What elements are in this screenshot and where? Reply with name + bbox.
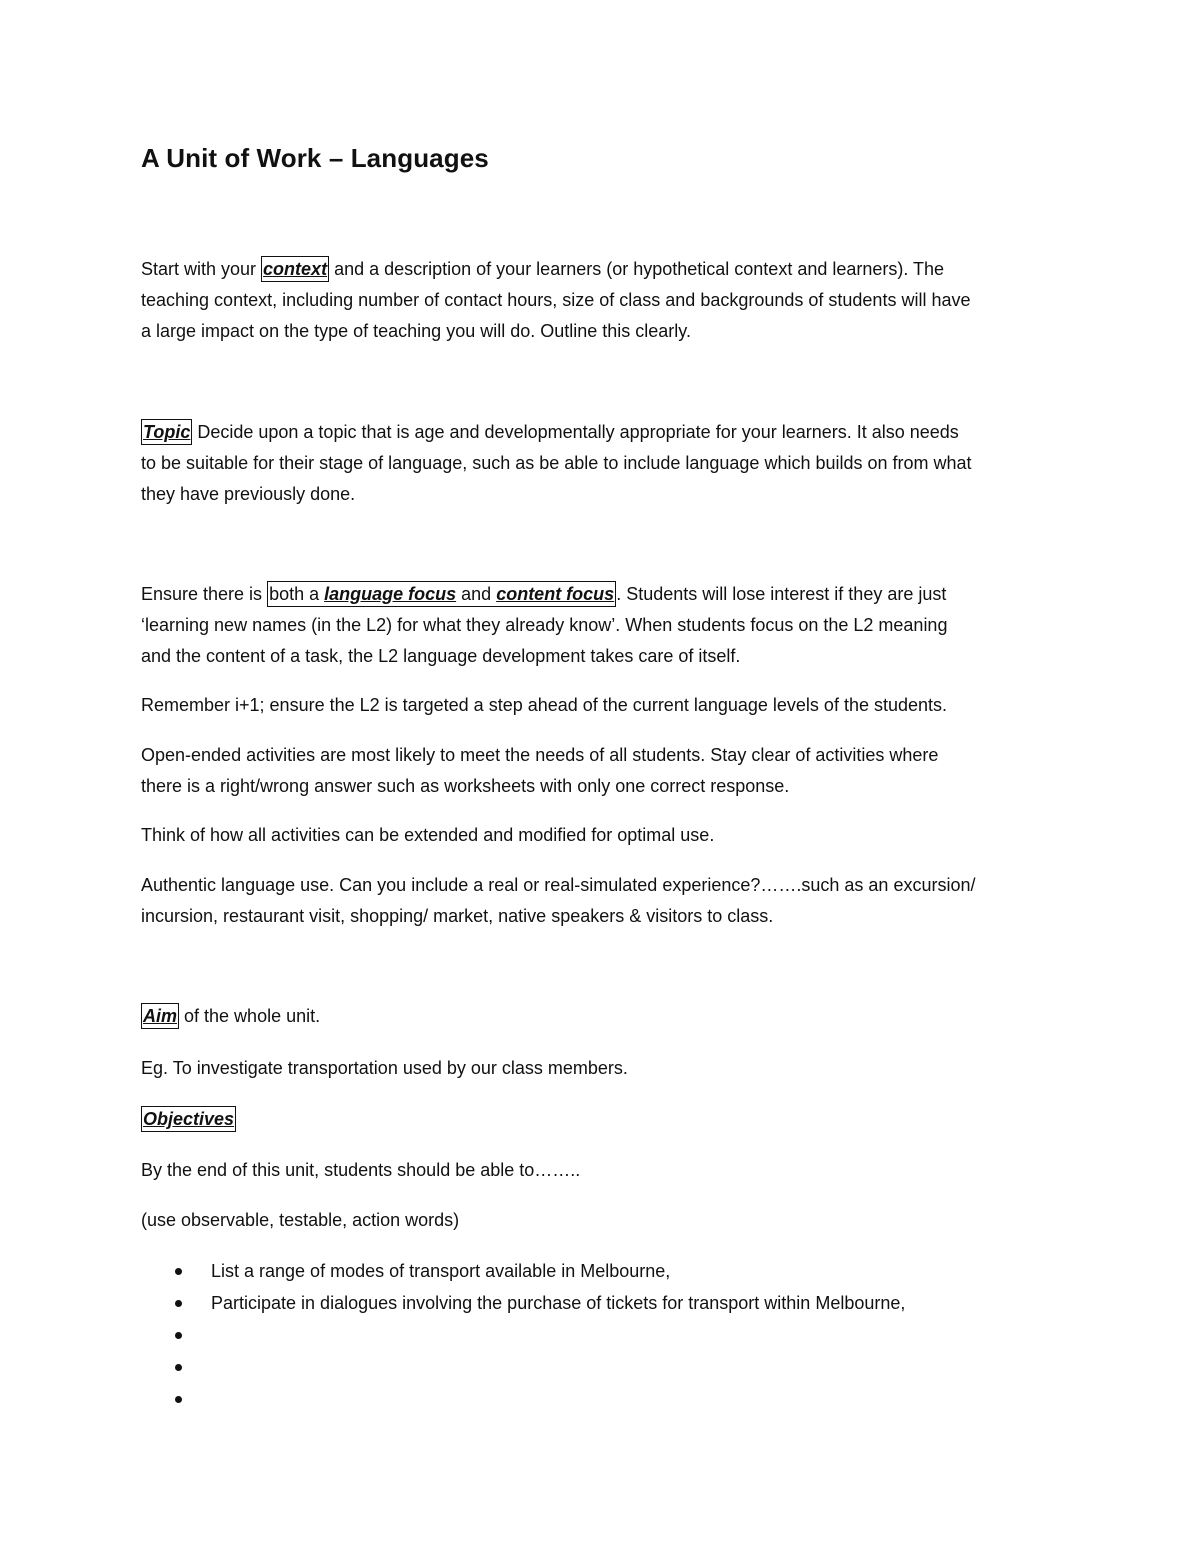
aim-rest: of the whole unit.: [179, 1006, 321, 1026]
list-item-text: Participate in dialogues involving the purchase of tickets for transport within Melbourne,: [211, 1293, 906, 1313]
authentic-line-1: Authentic language use. Can you include a real or real-simulated experience?…….such as an excursion/: [141, 875, 976, 895]
context-line-3: a large impact on the type of teaching you will do. Outline this clearly.: [141, 321, 691, 341]
focus-box: [267, 581, 616, 607]
extend-paragraph: Think of how all activities can be extended and modified for optimal use.: [141, 825, 715, 845]
aim-paragraph: [141, 1001, 1071, 1032]
page-title: A Unit of Work – Languages: [141, 143, 489, 173]
objectives-note: (use observable, testable, action words): [141, 1210, 460, 1230]
context-line-1-rest: and a description of your learners (or hypothetical context and learners). The: [329, 259, 945, 279]
topic-line-3: they have previously done.: [141, 484, 356, 504]
focus-line-2: ‘learning new names (in the L2) for what they already know’. When students focus on the L2 meaning: [141, 615, 948, 635]
topic-line-1: [141, 417, 1071, 448]
authentic-paragraph: [141, 870, 1071, 932]
focus-line-1: [141, 579, 1071, 610]
bullet-icon: [175, 1364, 182, 1371]
context-intro: Start with your: [141, 259, 262, 279]
open-ended-line-2: there is a right/wrong answer such as worksheets with only one correct response.: [141, 776, 790, 796]
bullet-icon: [175, 1300, 182, 1307]
bullet-icon: [175, 1268, 182, 1275]
authentic-line-2: incursion, restaurant visit, shopping/ market, native speakers & visitors to class.: [141, 906, 774, 926]
remember-paragraph: Remember i+1; ensure the L2 is targeted a step ahead of the current language levels of the students.: [141, 695, 948, 715]
content-focus: content focus: [496, 584, 615, 604]
open-ended-line-1: Open-ended activities are most likely to meet the needs of all students. Stay clear of activities where: [141, 745, 939, 765]
objectives-list: [141, 1255, 905, 1415]
focus-paragraph: [141, 579, 1071, 672]
list-item-text: List a range of modes of transport available in Melbourne,: [211, 1261, 671, 1281]
topic-line-2: to be suitable for their stage of language, such as be able to include language which builds on from what: [141, 453, 972, 473]
list-item: [141, 1351, 905, 1383]
topic-keyword: Topic: [141, 419, 192, 445]
focus-box-and: and: [456, 584, 497, 604]
open-ended-paragraph: [141, 740, 1071, 802]
context-paragraph: [141, 254, 1071, 347]
focus-line-3: and the content of a task, the L2 language development takes care of itself.: [141, 646, 741, 666]
topic-line-1-rest: Decide upon a topic that is age and developmentally appropriate for your learners. It also needs: [192, 422, 959, 442]
list-item: [141, 1287, 905, 1319]
objectives-heading: Objectives: [141, 1106, 236, 1132]
list-item: [141, 1383, 905, 1415]
focus-intro: Ensure there is: [141, 584, 268, 604]
context-line-2: teaching context, including number of contact hours, size of class and backgrounds of students will have: [141, 290, 971, 310]
example-paragraph: Eg. To investigate transportation used by our class members.: [141, 1058, 628, 1078]
aim-keyword: Aim: [141, 1003, 179, 1029]
objectives-lead: By the end of this unit, students should be able to……..: [141, 1160, 581, 1180]
language-focus: language focus: [324, 584, 457, 604]
focus-box-pre: both a: [269, 584, 325, 604]
context-keyword: context: [261, 256, 329, 282]
bullet-icon: [175, 1332, 182, 1339]
context-line-1: [141, 254, 1071, 285]
bullet-icon: [175, 1396, 182, 1403]
topic-paragraph: [141, 417, 1071, 510]
objectives-heading-line: [141, 1104, 1071, 1135]
list-item: [141, 1319, 905, 1351]
list-item: [141, 1255, 905, 1287]
focus-line-1-rest: . Students will lose interest if they are just: [616, 584, 947, 604]
